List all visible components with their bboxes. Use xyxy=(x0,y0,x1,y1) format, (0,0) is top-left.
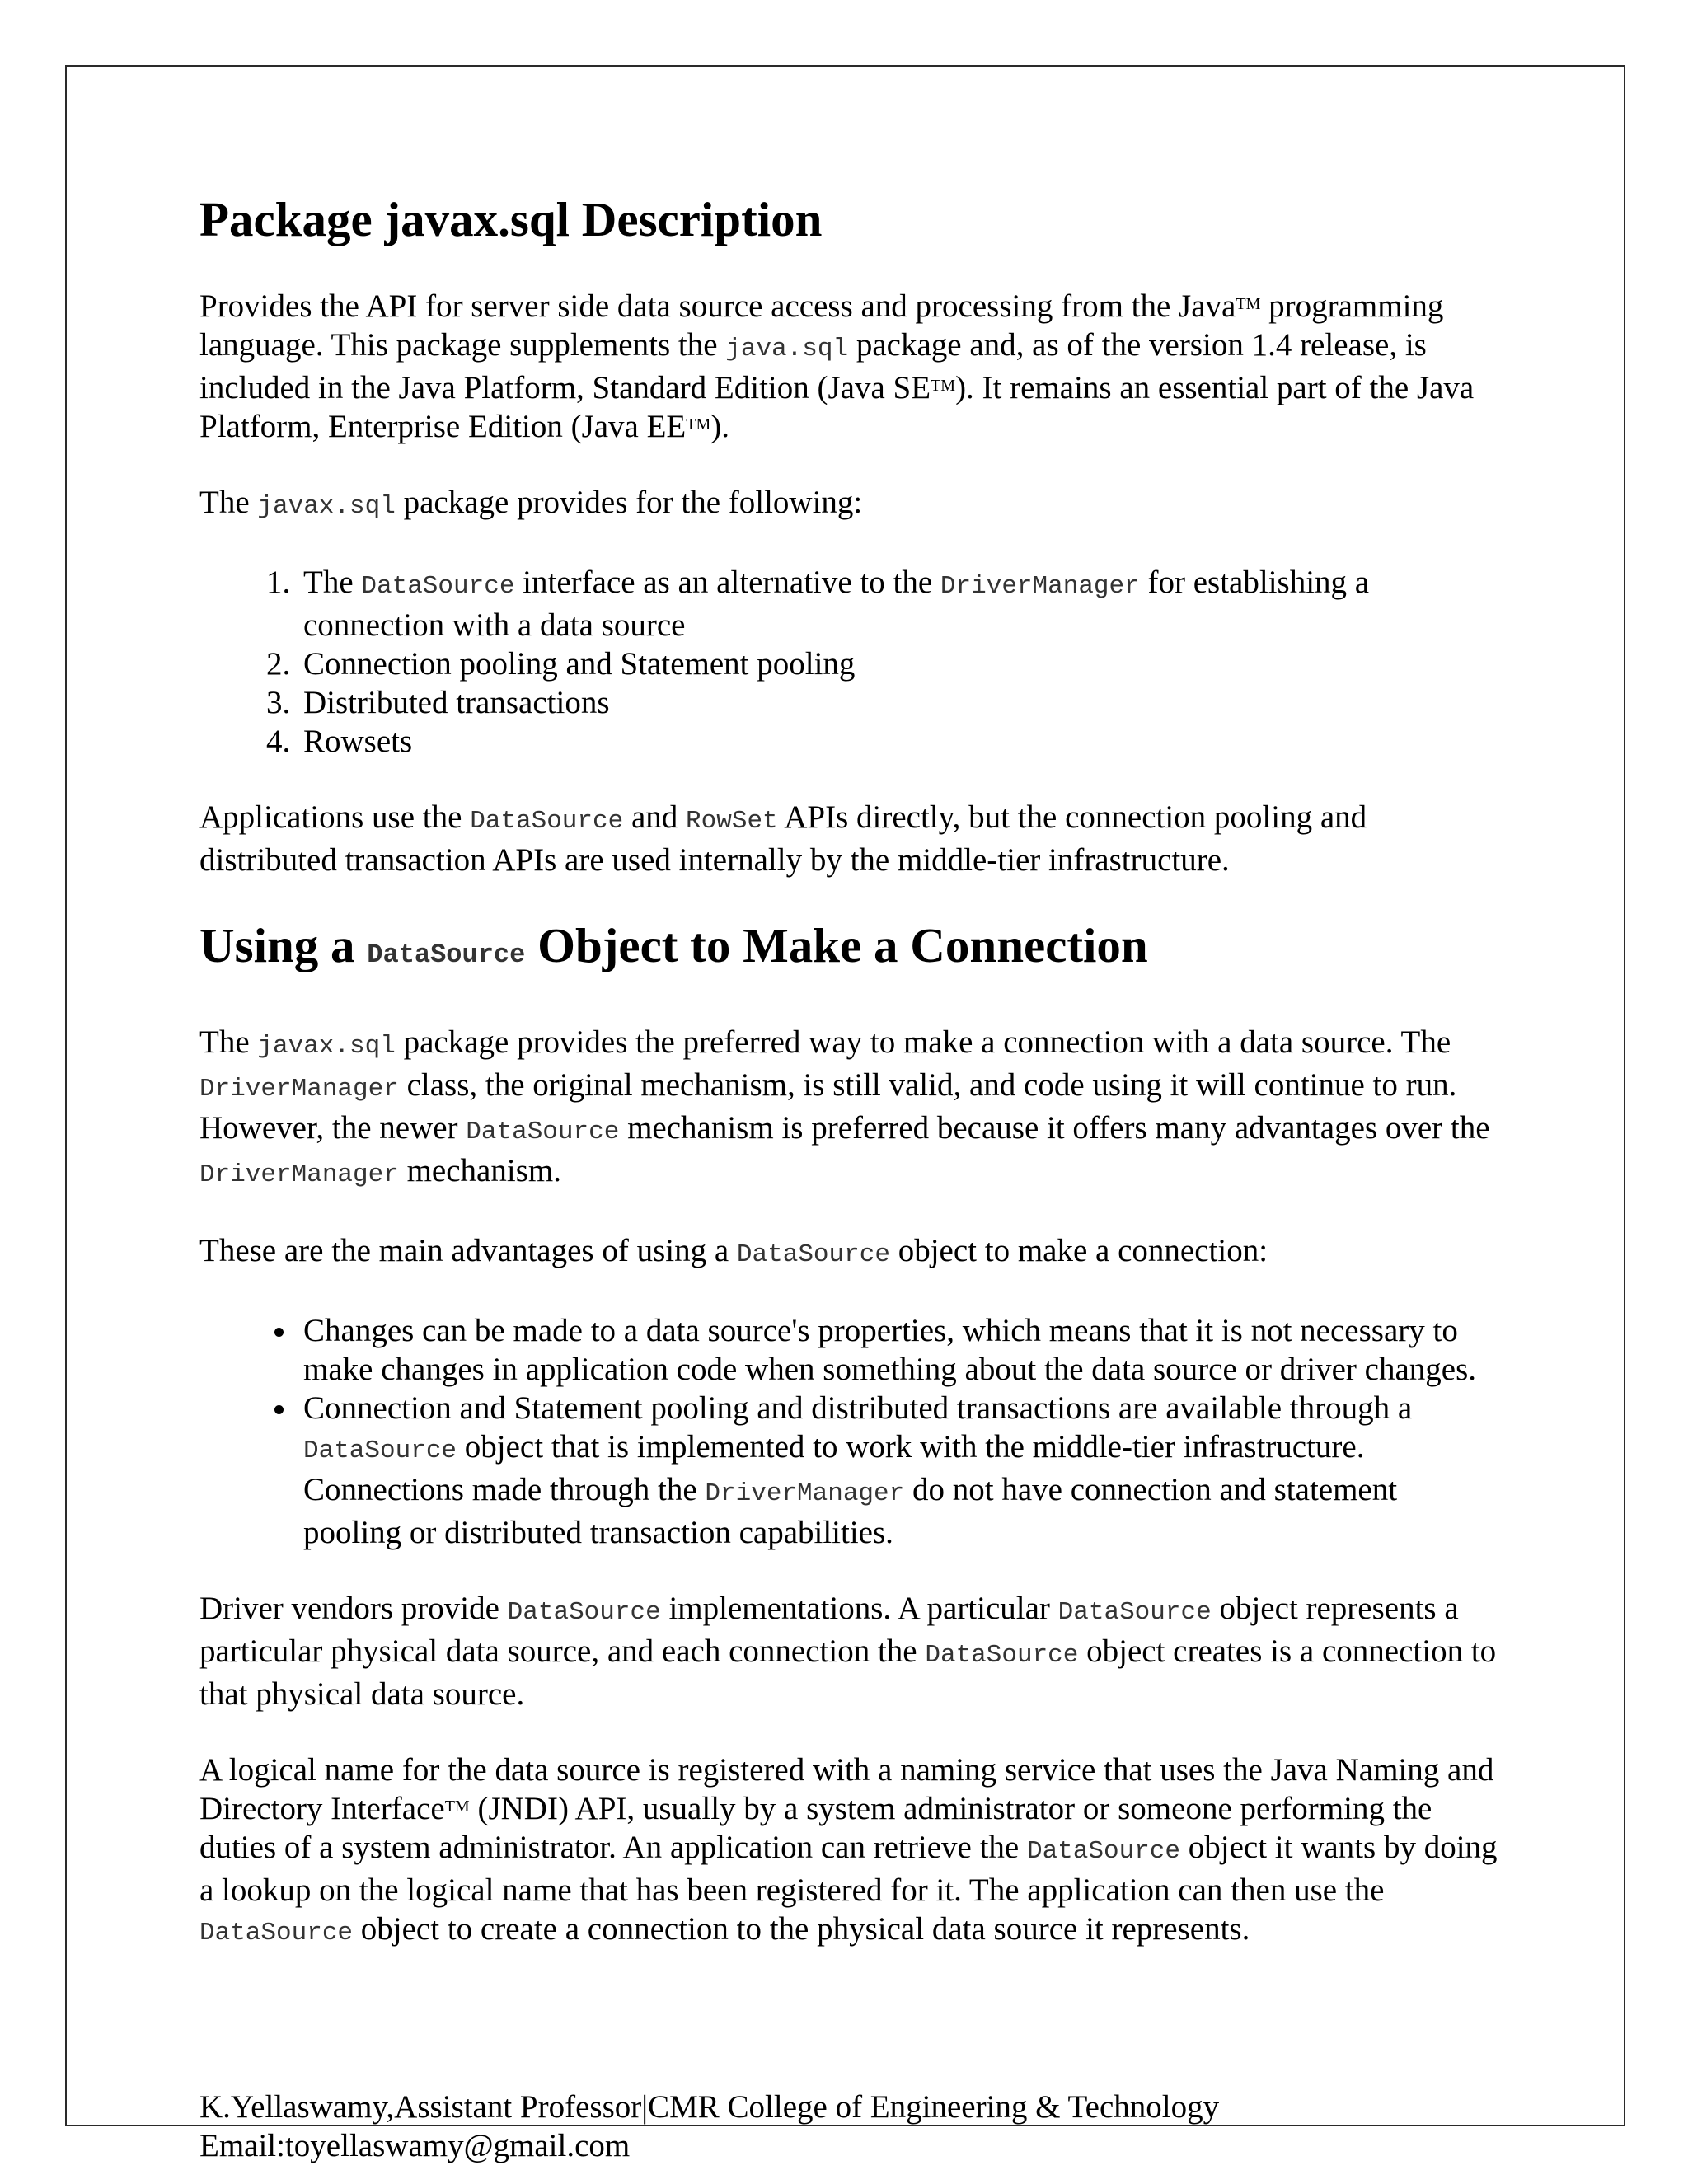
code-javax-sql: javax.sql xyxy=(257,1032,396,1061)
code-java-sql: java.sql xyxy=(725,335,849,363)
trademark-mark: TM xyxy=(931,377,956,395)
list-item: 2. Connection pooling and Statement pooling xyxy=(298,644,1502,683)
code-drivermanager: DriverManager xyxy=(940,572,1140,601)
applications-paragraph: Applications use the DataSource and RowSet APIs directly, but the connection pooling and distributed transaction APIs are used internally by the middle-tier infrastructure. xyxy=(199,799,1367,878)
code-drivermanager: DriverManager xyxy=(199,1160,399,1189)
code-datasource: DataSource xyxy=(507,1598,661,1627)
trademark-mark: TM xyxy=(444,1797,470,1816)
section-title-package: Package javax.sql Description xyxy=(199,192,823,246)
trademark-mark: TM xyxy=(686,415,711,434)
code-drivermanager: DriverManager xyxy=(199,1075,399,1104)
code-datasource: DataSource xyxy=(470,807,624,836)
list-item: 3. Distributed transactions xyxy=(298,683,1502,722)
provides-paragraph: The javax.sql package provides for the following: xyxy=(199,485,863,521)
driver-vendors-paragraph: Driver vendors provide DataSource implementations. A particular DataSource object represents a particular physical data source, and each connection the DataSource object creates is a connection to that physical data source. xyxy=(199,1591,1497,1712)
section-title-datasource: Using a DataSource Object to Make a Connection xyxy=(199,918,1148,972)
list-item: 4. Rowsets xyxy=(298,722,1502,761)
code-drivermanager: DriverManager xyxy=(705,1479,905,1508)
code-datasource: DataSource xyxy=(1057,1598,1212,1627)
trademark-mark: TM xyxy=(1236,295,1261,313)
intro-paragraph: Provides the API for server side data source access and processing from the Java™ programming language. This package supplements the java.sql package and, as of the version 1.4 release, is included in the Java Platform, Standard Edition (Java SE™). It remains an essential part of the Java Platform, Enterprise Edition (Java EE™). xyxy=(199,288,1475,444)
jndi-paragraph: A logical name for the data source is registered with a naming service that uses the Java Naming and Directory Interface™ (JNDI) API, usually by a system administrator or someone performing the duties of a system administrator. An application can retrieve the DataSource object it wants by doing a lookup on the logical name that has been registered for it. The application can then use the DataSource object to create a connection to the physical data source it represents. xyxy=(199,1752,1498,1947)
code-javax-sql: javax.sql xyxy=(257,492,396,521)
list-item: • Connection and Statement pooling and distributed transactions are available through a DataSource object that is implemented to work with the middle-tier infrastructure. Connections made through the DriverManager do not have connection and statement pooling or distributed transaction capabilities. xyxy=(298,1389,1502,1552)
preferred-way-paragraph: The javax.sql package provides the preferred way to make a connection with a data source. The DriverManager class, the original mechanism, is still valid, and code using it will continue to run. However, the newer DataSource mechanism is preferred because it offers many advantages over the DriverManager mechanism. xyxy=(199,1024,1490,1189)
list-item: • Changes can be made to a data source's properties, which means that it is not necessary to make changes in application code when something about the data source or driver changes. xyxy=(298,1311,1502,1389)
features-list xyxy=(199,563,1502,761)
footer-author-line: K.Yellaswamy,Assistant Professor|CMR College of Engineering & Technology xyxy=(199,2089,1220,2125)
footer-email-line: Email:toyellaswamy@gmail.com xyxy=(199,2128,631,2163)
list-item: 1. The DataSource interface as an alternative to the DriverManager for establishing a connection with a data source xyxy=(298,563,1502,644)
code-datasource: DataSource xyxy=(361,572,515,601)
code-datasource: DataSource xyxy=(199,1919,354,1947)
code-datasource: DataSource xyxy=(925,1641,1079,1670)
advantages-list xyxy=(199,1311,1502,1552)
page-footer xyxy=(199,2088,1219,2165)
document-body xyxy=(199,190,1502,1952)
code-rowset: RowSet xyxy=(686,807,778,836)
code-datasource: DataSource xyxy=(466,1118,620,1146)
code-datasource: DataSource xyxy=(736,1240,890,1269)
code-datasource: DataSource xyxy=(367,940,526,970)
code-datasource: DataSource xyxy=(1026,1837,1180,1866)
code-datasource: DataSource xyxy=(303,1436,457,1465)
advantages-intro-paragraph: These are the main advantages of using a DataSource object to make a connection: xyxy=(199,1233,1268,1269)
